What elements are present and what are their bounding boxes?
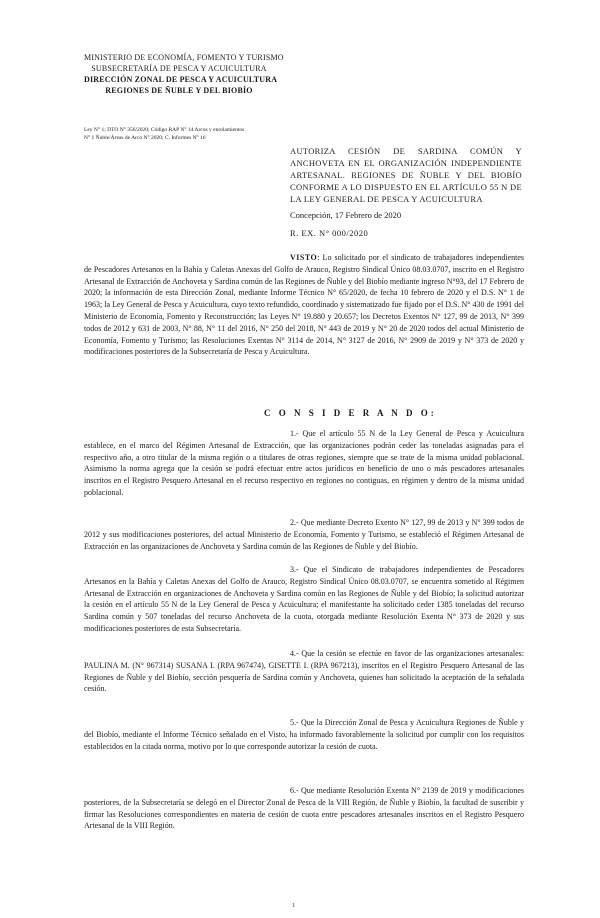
reference-line-2: N° 1 Ñuble/Áreas de Arco N° 2020; C. Informes N° 16 xyxy=(84,135,206,141)
considerando-paragraph-1 xyxy=(84,428,524,499)
visto-lead: : Lo solicitado por el sindicato de trabajadores xyxy=(317,253,473,262)
visto-section xyxy=(84,252,524,358)
considerando-paragraph-2 xyxy=(84,517,524,552)
ministry-name: MINISTERIO DE ECONOMÍA, FOMENTO Y TURISMO xyxy=(84,53,284,62)
considerando-paragraph-6 xyxy=(84,785,524,832)
paragraph-body: N° 399 todos de 2012 y sus modificaciones posteriores, del actual Ministerio de Economía, Fomento y Turismo, se estableció el Régimen Artesanal de Extracción en las organizaciones de Anchoveta y Sardina común de las Regiones de Ñuble y del Biobío. xyxy=(84,518,524,551)
paragraph-lead: 6.- Que mediante Resolución Exenta N° 2139 de 2019 y xyxy=(290,786,473,795)
reference-line-1: Ley N° 1; DTO N° 356/2020; Código RAP N° 14 Arcos y enrolamientos xyxy=(84,127,245,133)
reference-codes xyxy=(84,126,284,142)
resolution-subject: AUTORIZA CESIÓN DE SARDINA COMÚN Y ANCHOVETA EN EL ORGANIZACIÓN INDEPENDIENTE ARTESANAL. REGIONES DE ÑUBLE Y DEL BIOBÍO CONFORME A LO DISPUESTO EN EL ARTÍCULO 55 N DE LA LEY GENERAL DE PESCA Y ACUICULTURA xyxy=(290,146,522,204)
resolution-number: R. EX. N° 000/2020 xyxy=(290,228,369,238)
letterhead xyxy=(84,52,284,96)
considerando-paragraph-4 xyxy=(84,648,524,695)
paragraph-lead: 4.- Que la cesión se efectúe en favor de las xyxy=(290,649,434,658)
visto-body: independientes de Pescadores Artesanos en la Bahía y Caletas Anexas del Golfo de Arauco, Registro Sindical Único 08.03.0707, inscrito en el Registro Artesanal de Extracción de Anchoveta y Sardina común de las Regiones de Ñuble y del Biobío mediante ingreso N°93, del 17 Febrero de 2020; la información de esta Dirección Zonal, mediante Informe Técnico N° 65/2020, de fecha 10 febrero de 2020 y el D.S. N° 1 de 1963; la Ley General de Pesca y Acuicultura, cuyo texto refundido, coordinado y sistematizado fue fijado por el D.S. N° 430 de 1991 del Ministerio de Economía, Fomento y Reconstrucción; las Leyes N° 19.880 y 20.657; los Decretos Exentos N° 127, 99 de 2013, N° 399 todos de 2012 y 631 de 2003, N° 88, N° 11 del 2016, N° 250 del 2018, N° 443 de 2019 y N° 20 de 2020 todos del actual Ministerio de Economía, Fomento y Turismo; las Resoluciones Exentas N° 3114 de 2014, N° 3127 de 2016, N° 2909 de 2019 y N° 373 de 2020 y modificaciones posteriores de la Subsecretaría de Pesca y Acuicultura. xyxy=(84,253,524,357)
paragraph-body: Acuicultura establece, en el marco del Régimen Artesanal de Extracción, que las organizaciones podrán ceder las toneladas asignadas para el respectivo año, a otro titular de la misma región o a titulares de otras regiones, siempre que se trate de la misma unidad poblacional. Asimismo la norma agrega que la cesión se podrá efectuar entre actos jurídicos en beneficio de uno o más pescadores artesanales inscritos en el Registro Pesquero Artesanal en el recurso respectivo en regiones no contiguas, en régimen y dentro de la misma unidad poblacional. xyxy=(84,429,525,497)
paragraph-lead: 5.- Que la Dirección Zonal de Pesca y Acuicultura xyxy=(290,718,454,727)
paragraph-lead: 2.- Que mediante Decreto Exento N° 127, 99 de 2013 y xyxy=(290,518,470,527)
paragraph-lead: 3.- Que el Sindicato de trabajadores independientes de xyxy=(290,565,484,574)
undersecretariat-name: SUBSECRETARÍA DE PESCA Y ACUICULTURA xyxy=(91,64,267,73)
paragraph-body: organizaciones artesanales: PAULINA M. (N° 967314) SUSANA I. (RPA 967474), GISETTE I. (RPA 967213), inscritos en el Registro Pesquero Artesanal de las Regiones de Ñuble y del Biobío, sección pesquería de Sardina común y Anchoveta, quienes han solicitado la aceptación de la señalada cesión. xyxy=(84,649,524,694)
paragraph-body: Pescadores Artesanos en la Bahía y Caletas Anexas del Golfo de Arauco, Registro Sindical Único 08.03.0707, se encuentra sometido al Régimen Artesanal de Extracción en organizaciones de Anchoveta y Sardina común en las Regiones de Ñuble y del Biobío; la solicitud autorizar la cesión en el artículo 55 N de la Ley General de Pesca y Acuicultura; el manifestante ha solicitado ceder 1385 toneladas del recurso Sardina común y 507 toneladas del recurso Anchoveta de la cuota, otorgada mediante Resolución Exenta N° 373 de 2020 y sus modificaciones posteriores de esta Subsecretaría. xyxy=(84,565,524,633)
considerando-paragraph-5 xyxy=(84,717,524,752)
visto-keyword: VISTO xyxy=(290,253,318,262)
considerando-heading: C O N S I D E R A N D O: xyxy=(264,408,437,418)
paragraph-body: Regiones de Ñuble y del Biobío, mediante el Informe Técnico señalado en el Visto, ha informado favorablemente la solicitud por cumplir con los requisitos establecidos en la citada norma, motivo por lo que corresponde autorizar la cesión de cuota. xyxy=(84,718,525,751)
paragraph-lead: 1.- Que el artículo 55 N de la Ley General de Pesca y xyxy=(290,429,483,438)
considerando-paragraph-3 xyxy=(84,564,524,635)
regions-name: REGIONES DE ÑUBLE Y DEL BIOBÍO xyxy=(105,86,253,95)
page-number: 1 xyxy=(292,903,295,909)
place-date: Concepción, 17 Febrero de 2020 xyxy=(290,210,402,220)
paragraph-body: modificaciones posteriores, de la Subsecretaría se delegó en el Director Zonal de Pesca de la VIII Región, de Ñuble y Biobío, la facultad de suscribir y firmar las Resoluciones correspondientes en materia de cesión de cuota entre pescadores artesanales inscritos en el Registro Pesquero Artesanal de la VIII Región. xyxy=(84,786,525,831)
zonal-directorate-name: DIRECCIÓN ZONAL DE PESCA Y ACUICULTURA xyxy=(84,75,278,84)
